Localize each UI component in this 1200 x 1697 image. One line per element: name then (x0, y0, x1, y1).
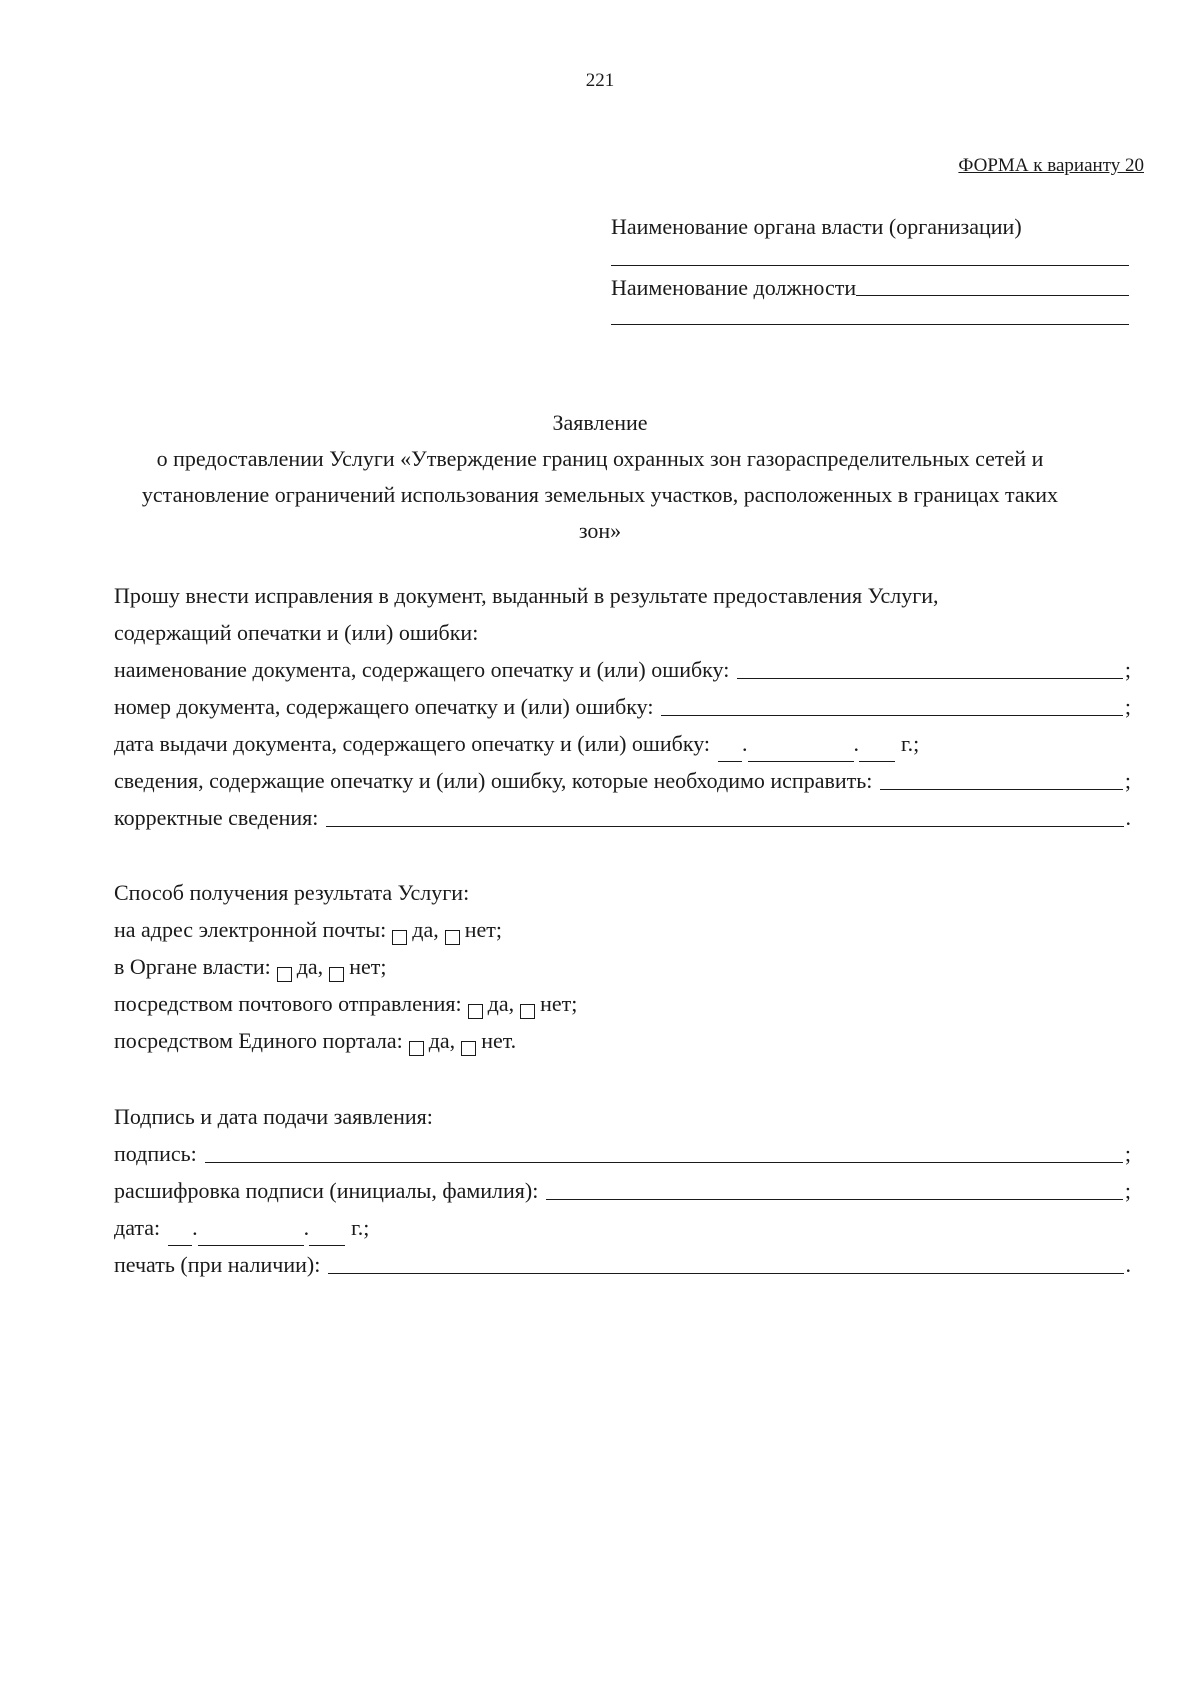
post-no-checkbox[interactable] (520, 1004, 535, 1019)
no-label: нет; (540, 991, 578, 1016)
position-row (611, 275, 1129, 301)
position-field[interactable] (856, 294, 1129, 296)
doc-name-field[interactable] (737, 678, 1123, 679)
doc-number-semicolon: ; (1124, 694, 1131, 719)
errors-field[interactable] (880, 789, 1122, 790)
correct-period: . (1125, 805, 1131, 830)
stamp-row (114, 1250, 1131, 1280)
issue-date-year-suffix: г.; (901, 731, 920, 756)
decoding-semicolon: ; (1124, 1178, 1131, 1203)
post-yes-checkbox[interactable] (468, 1004, 483, 1019)
stamp-period: . (1125, 1252, 1131, 1277)
sign-date-year-suffix: г.; (351, 1215, 370, 1240)
portal-yes-checkbox[interactable] (409, 1041, 424, 1056)
delivery-option-label: посредством Единого портала: (114, 1028, 403, 1053)
decoding-field[interactable] (546, 1199, 1123, 1200)
signature-row (114, 1139, 1131, 1169)
signature-field[interactable] (205, 1162, 1123, 1163)
issue-date-month-field[interactable] (748, 741, 854, 762)
correct-row (114, 803, 1131, 833)
request-intro-line2: содержащий опечатки и (или) ошибки: (114, 620, 479, 645)
signature-semicolon: ; (1124, 1141, 1131, 1166)
errors-label: сведения, содержащие опечатку и (или) ошибку, которые необходимо исправить: (114, 768, 873, 793)
page-number: 221 (585, 70, 615, 91)
title-subtitle-line3: зон» (578, 518, 622, 543)
delivery-option-label: в Органе власти: (114, 954, 271, 979)
correct-label: корректные сведения: (114, 805, 319, 830)
doc-name-row (114, 655, 1131, 685)
portal-no-checkbox[interactable] (461, 1041, 476, 1056)
issue-date-label: дата выдачи документа, содержащего опечатку и (или) ошибку: (114, 731, 711, 756)
no-label: нет; (349, 954, 387, 979)
sign-date-day-field[interactable] (168, 1225, 192, 1246)
form-reference: ФОРМА к варианту 20 (958, 155, 1144, 176)
delivery-option-email (114, 915, 502, 945)
errors-semicolon: ; (1124, 768, 1131, 793)
stamp-field[interactable] (328, 1273, 1123, 1274)
sign-date-month-field[interactable] (198, 1225, 304, 1246)
no-label: нет; (464, 917, 502, 942)
signature-label: подпись: (114, 1141, 197, 1166)
position-label: Наименование должности (611, 275, 857, 300)
issue-date-dot2: . (853, 731, 860, 756)
issue-date-dot1: . (742, 731, 748, 756)
sign-date-year-field[interactable] (309, 1225, 345, 1246)
decoding-row (114, 1176, 1131, 1206)
doc-number-label: номер документа, содержащего опечатку и (или) ошибку: (114, 694, 654, 719)
delivery-option-label: посредством почтового отправления: (114, 991, 462, 1016)
delivery-heading: Способ получения результата Услуги: (114, 880, 470, 905)
delivery-option-label: на адрес электронной почты: (114, 917, 387, 942)
issue-date-row (114, 729, 919, 759)
position-field-continued[interactable] (611, 324, 1129, 325)
sign-date-dot1: . (192, 1215, 198, 1240)
yes-label: да, (487, 991, 515, 1016)
doc-name-label: наименование документа, содержащего опечатку и (или) ошибку: (114, 657, 730, 682)
doc-number-row (114, 692, 1131, 722)
authority-no-checkbox[interactable] (329, 967, 344, 982)
no-label: нет. (481, 1028, 517, 1053)
document-title (100, 405, 1100, 549)
authority-yes-checkbox[interactable] (277, 967, 292, 982)
stamp-label: печать (при наличии): (114, 1252, 321, 1277)
yes-label: да, (412, 917, 439, 942)
sign-date-row (114, 1213, 369, 1243)
signature-heading: Подпись и дата подачи заявления: (114, 1104, 433, 1129)
errors-row (114, 766, 1131, 796)
delivery-option-post (114, 989, 577, 1019)
email-no-checkbox[interactable] (445, 930, 460, 945)
email-yes-checkbox[interactable] (392, 930, 407, 945)
delivery-option-portal (114, 1026, 516, 1056)
title-heading: Заявление (552, 410, 648, 435)
sign-date-dot2: . (303, 1215, 310, 1240)
issue-date-year-field[interactable] (859, 741, 895, 762)
yes-label: да, (428, 1028, 456, 1053)
authority-name-label: Наименование органа власти (организации) (611, 214, 1022, 239)
title-subtitle-line1: о предоставлении Услуги «Утверждение границ охранных зон газораспределительных сетей и (156, 446, 1044, 471)
decoding-label: расшифровка подписи (инициалы, фамилия): (114, 1178, 539, 1203)
request-intro-line1: Прошу внести исправления в документ, выданный в результате предоставления Услуги, (114, 583, 939, 608)
delivery-option-authority (114, 952, 386, 982)
issue-date-day-field[interactable] (718, 741, 742, 762)
authority-name-field[interactable] (611, 265, 1129, 266)
doc-number-field[interactable] (661, 715, 1122, 716)
sign-date-label: дата: (114, 1215, 161, 1240)
correct-field[interactable] (326, 826, 1123, 827)
doc-name-semicolon: ; (1124, 657, 1131, 682)
yes-label: да, (296, 954, 324, 979)
title-subtitle-line2: установление ограничений использования земельных участков, расположенных в границах таких (141, 482, 1059, 507)
